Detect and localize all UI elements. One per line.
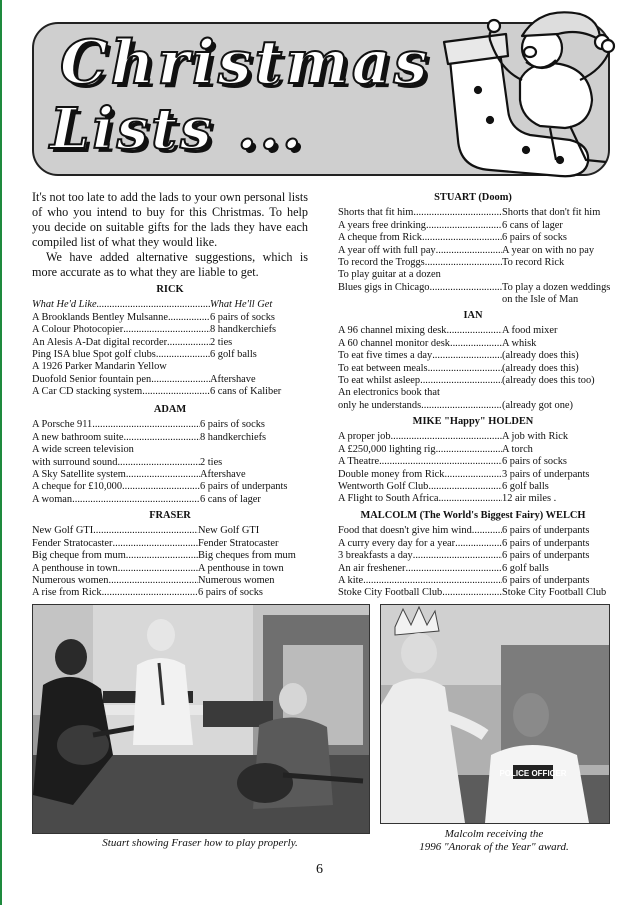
wish-item: A Flight to South Africa [338,493,439,505]
wish-item: only he understands [338,399,422,411]
wish-item: A 96 channel mixing desk [338,325,447,337]
list-row [338,387,608,399]
wish-item: with surround sound [32,456,118,468]
title-line-1: Christmas [60,28,431,98]
actual-gift: 6 pairs of socks [502,232,567,244]
list-row [32,550,308,562]
actual-gift: Shorts that don't fit him [502,207,601,219]
actual-gift: 6 pairs of underpants [502,525,590,537]
band-photo [32,604,370,834]
actual-gift: (already does this too) [502,375,595,387]
title-line-2: Lists ... [50,96,305,162]
wish-item: To play guitar at a dozen [338,269,441,281]
wish-item: To eat between meals [338,362,428,374]
actual-gift: 8 handkerchiefs [200,431,267,443]
actual-gift: 12 air miles . [502,493,557,505]
list-malcolm [338,510,608,600]
list-row [32,587,308,599]
list-row [32,494,308,506]
actual-gift: 6 cans of lager [200,493,261,505]
wish-item: To record the Troggs [338,257,425,269]
list-row [338,281,611,294]
list-heading: ADAM [153,404,187,415]
list-row [338,325,608,337]
actual-gift: A year on with no pay [502,244,595,256]
actual-gift: on the Isle of Man [502,294,579,306]
wish-item: A Brooklands Bentley Mulsanne [32,311,168,323]
wish-item: A Sky Satellite system [32,469,126,481]
wish-item: Big cheque from mum [32,550,126,562]
list-row [338,538,608,550]
list-heading: STUART (Doom) [434,192,512,203]
actual-gift: 6 golf balls [502,481,549,493]
actual-gift: Big cheques from mum [198,550,296,562]
actual-gift: Aftershave [200,469,246,481]
wish-item: A Car CD stacking system [32,386,143,398]
list-stuart [338,192,611,307]
list-row [32,337,308,349]
list-row [338,232,608,244]
actual-gift: 6 pairs of underpants [502,575,590,587]
list-row [32,312,308,324]
list-row [32,386,308,398]
list-column-headers [32,299,308,311]
column-header-get: What He'll Get [210,299,273,311]
actual-gift: (already got one) [502,399,573,411]
list-row [32,481,308,493]
list-row [338,363,608,375]
list-row [338,563,608,575]
actual-gift: (already does this) [502,350,579,362]
list-row [32,361,308,373]
wish-item: Double money from Rick [338,468,445,480]
list-heading: MIKE "Happy" HOLDEN [412,416,534,427]
wish-item: Food that doesn't give him wind [338,525,472,537]
wish-item: Stoke City Football Club [338,587,443,599]
list-row [338,444,608,456]
list-row [338,469,608,481]
actual-gift: (already does this) [502,362,579,374]
actual-gift: 3 pairs of underpants [502,468,590,480]
actual-gift: Fender Stratocaster [198,537,279,549]
wish-item: New Golf GTI [32,525,94,537]
wish-item: A penthouse in town [32,562,118,574]
wish-item: A 1926 Parker Mandarin Yellow [32,361,167,373]
actual-gift: 6 pairs of underpants [200,481,288,493]
wish-item: Duofold Senior fountain pen [32,373,152,385]
wish-item: An Alesis A-Dat digital recorder [32,336,168,348]
actual-gift: A penthouse in town [198,562,284,574]
wish-item: Ping ISA blue Spot golf clubs [32,349,156,361]
wish-item: 3 breakfasts a day [338,550,413,562]
anorak-award-photo [380,604,610,824]
wish-item: A Colour Photocopier [32,324,124,336]
right-photo-caption-line-2: 1996 "Anorak of the Year" award. [419,841,569,853]
list-row [32,349,308,361]
santa-stocking-cartoon [430,0,620,182]
wish-item: A cheque from Rick [338,232,422,244]
actual-gift: 2 ties [210,336,233,348]
list-row [32,457,308,469]
actual-gift: Numerous women [198,575,275,587]
wish-item: A new bathroom suite [32,431,124,443]
actual-gift: A torch [502,443,533,455]
list-row [338,550,608,562]
list-heading: RICK [156,284,184,295]
wish-item: A curry every day for a year [338,537,456,549]
actual-gift: 6 golf balls [502,562,549,574]
list-rick [32,284,308,399]
wish-item: A rise from Rick [32,587,102,599]
wish-item: A Theatre [338,456,380,468]
actual-gift: A food mixer [502,325,558,337]
actual-gift: 6 cans of Kaliber [210,386,282,398]
intro-paragraph-1: It's not too late to add the lads to your own personal lists of who you intend to buy for this Christmas. To help you decide on suitable gifts for the lads they have each compiled list of what they would like. [32,190,308,249]
left-photo-caption: Stuart showing Fraser how to play properly. [102,837,298,849]
list-row [338,375,608,387]
list-adam [32,404,308,506]
wish-item: A Porsche 911 [32,419,93,431]
wish-item: A year off with full pay [338,244,436,256]
wish-item: A wide screen television [32,444,134,456]
list-row [338,525,608,537]
intro-text [32,190,308,280]
list-row [32,374,308,386]
actual-gift: 6 pairs of underpants [502,537,590,549]
page-edge-stripe [0,0,2,905]
right-photo-caption-line-1: Malcolm receiving the [444,828,544,840]
wish-item: Wentworth Golf Club [338,481,429,493]
list-row [32,575,308,587]
list-heading: FRASER [149,510,191,521]
actual-gift: 6 cans of lager [502,219,563,231]
right-photo-caption [380,828,608,854]
wish-item: Fender Stratocaster [32,537,113,549]
list-row [338,431,608,443]
list-row [32,324,308,336]
list-row [32,469,308,481]
wish-item: A cheque for £10,000 [32,481,123,493]
list-row [32,444,308,456]
list-ian [338,310,608,412]
list-row [338,400,608,412]
list-row [338,220,608,232]
actual-gift: Aftershave [210,373,256,385]
shirt-text: POLICE OFFICER [499,769,567,778]
list-row [32,538,308,550]
list-row [338,207,608,219]
wish-item: A kite [338,575,364,587]
actual-gift: To play a dozen weddings [502,281,611,293]
list-row [338,481,608,493]
wish-item: A woman [32,493,73,505]
list-row [338,294,608,306]
wish-item: A years free drinking [338,219,427,231]
list-row [338,587,608,599]
actual-gift: A job with Rick [502,431,569,443]
list-row [338,245,608,257]
wish-item: Blues gigs in Chicago [338,281,430,293]
actual-gift: 6 pairs of socks [198,587,263,599]
wish-item: To eat five times a day [338,350,433,362]
list-row [32,432,308,444]
actual-gift: 6 pairs of socks [200,419,265,431]
wish-item: A £250,000 lighting rig [338,443,436,455]
list-row [338,338,608,350]
list-row [338,257,608,269]
actual-gift: 6 golf balls [210,349,257,361]
list-row [32,563,308,575]
wish-item: Numerous women [32,575,109,587]
list-heading: MALCOLM (The World's Biggest Fairy) WELCH [360,510,586,521]
list-heading: IAN [463,310,483,321]
list-row [338,456,608,468]
list-row [338,575,608,587]
wish-item: An air freshener [338,562,406,574]
wish-item: An electronics book that [338,387,440,399]
actual-gift: Stoke City Football Club [502,587,607,599]
wish-item: Shorts that fit him [338,207,414,219]
wish-item: A proper job [338,431,391,443]
actual-gift: 2 ties [200,456,223,468]
intro-paragraph-2: We have added alternative suggestions, which is more accurate as to what they are liable to get. [32,250,308,279]
list-fraser [32,510,308,600]
actual-gift: 6 pairs of socks [210,311,275,323]
wish-item: A 60 channel monitor desk [338,337,450,349]
actual-gift: New Golf GTI [198,525,260,537]
actual-gift: 8 handkerchiefs [210,324,277,336]
list-row [338,350,608,362]
list-mike [338,416,608,506]
list-row [338,269,608,281]
page-number: 6 [316,862,323,877]
actual-gift: A whisk [502,337,537,349]
actual-gift: 6 pairs of underpants [502,550,590,562]
actual-gift: To record Rick [502,257,565,269]
column-header-like: What He'd Like [32,299,97,311]
list-row [32,419,308,431]
list-row [32,525,308,537]
wish-item: To eat whilst asleep [338,375,421,387]
list-row [338,493,608,505]
actual-gift: 6 pairs of socks [502,456,567,468]
